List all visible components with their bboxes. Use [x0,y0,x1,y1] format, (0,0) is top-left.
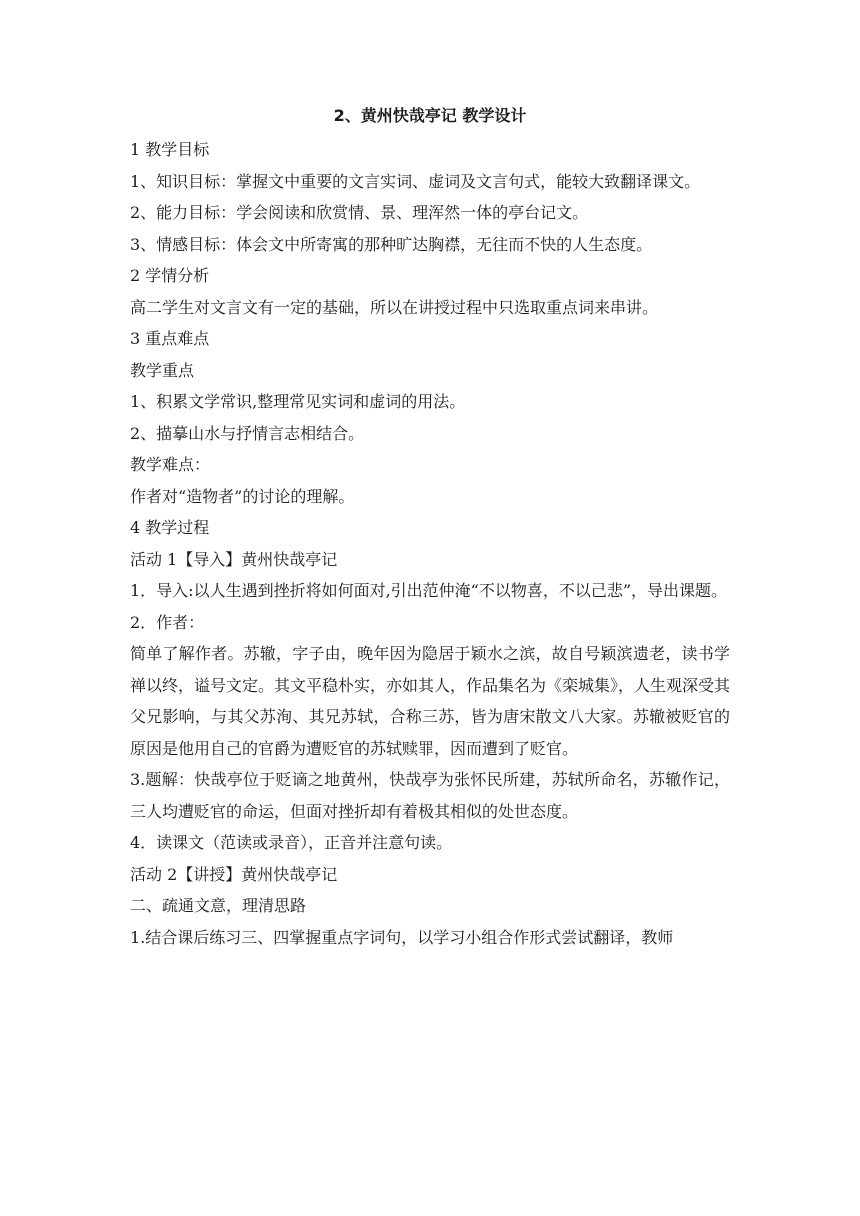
key-point-1: 1、积累文学常识,整理常见实词和虚词的用法。 [130,392,466,411]
knowledge-goal: 1、知识目标：掌握文中重要的文言实词、虚词及文言句式，能较大致翻译课文。 [130,171,701,191]
intro-step: 1．导入:以人生遇到挫折将如何面对,引出范仲淹“不以物喜，不以己悲”，导出课题。 [130,581,728,600]
subheading-difficulties: 教学难点： [130,455,211,474]
translation-step: 1.结合课后练习三、四掌握重点字词句，以学习小组合作形式尝试翻译，教师 [130,927,674,947]
emotion-goal: 3、情感目标：体会文中所寄寓的那种旷达胸襟，无往而不快的人生态度。 [130,234,653,254]
document-title: 2、黄州快哉亭记 教学设计 [333,106,527,125]
key-point-2: 2、描摹山水与抒情言志相结合。 [130,423,365,443]
title-explanation: 3.题解：快哉亭位于贬谪之地黄州，快哉亭为张怀民所建，苏轼所命名，苏辙作记，三人均遭贬官的命运，但面对挫折却有着极其相似的处世态度。 [130,770,730,821]
student-analysis-text: 高二学生对文言文有一定的基础，所以在讲授过程中只选取重点词来串讲。 [130,297,659,317]
author-step: 2．作者： [130,612,205,632]
section-two-heading: 二、疏通文意，理清思路 [130,896,307,915]
heading-student-analysis: 2 学情分析 [130,266,210,285]
reading-step: 4．读课文（范读或录音），正音并注意句读。 [130,833,453,852]
subheading-key-points: 教学重点 [130,360,195,380]
heading-key-difficulties: 3 重点难点 [130,329,210,348]
heading-teaching-goals: 1 教学目标 [130,140,210,159]
difficulty-text: 作者对“造物者”的讨论的理解。 [130,486,355,506]
ability-goal: 2、能力目标：学会阅读和欣赏情、景、理浑然一体的亭台记文。 [130,203,589,222]
heading-teaching-process: 4 教学过程 [130,518,210,537]
activity-2-heading: 活动 2【讲授】黄州快哉亭记 [130,864,338,884]
activity-1-heading: 活动 1【导入】黄州快哉亭记 [130,549,338,569]
author-bio: 简单了解作者。苏辙，字子由，晚年因为隐居于颖水之滨，故自号颖滨遗老，读书学禅以终，谥号文定。其文平稳朴实，亦如其人，作品集名为《栾城集》，人生观深受其父兄影响，与其父苏洵、其兄苏轼，合称三苏，皆为唐宋散文八大家。苏辙被贬官的原因是他用自己的官爵为遭贬官的苏轼赎罪，因而遭到了贬官。 [130,644,731,758]
